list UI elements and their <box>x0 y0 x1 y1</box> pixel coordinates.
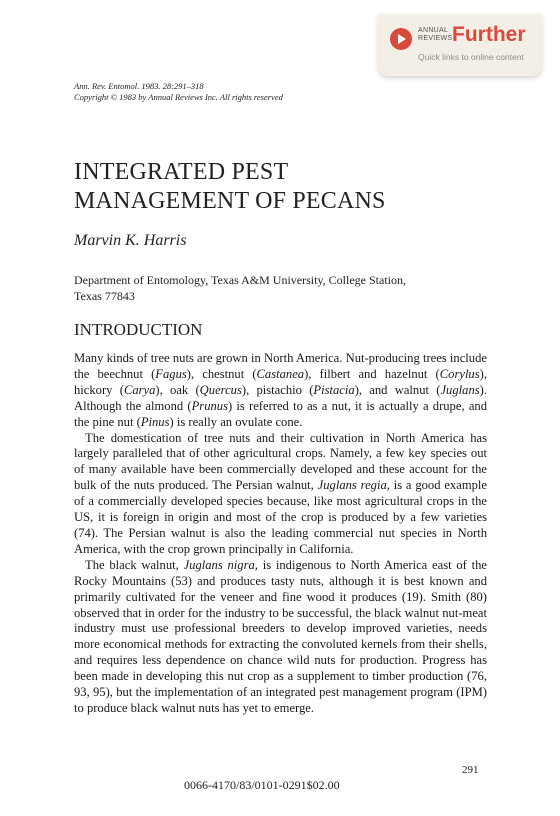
text-run: ), hickory ( <box>74 366 487 397</box>
badge-reviews-text: REVIEWS <box>418 35 453 42</box>
page-number: 291 <box>462 764 479 776</box>
further-badge[interactable] <box>378 14 542 76</box>
text-run: ), oak ( <box>155 382 200 397</box>
text-run: is a good example of a commercially developed species because, like most agricultural crops in the US, it is foreign in origin and most of the crop is produced by a few varieties (74). The Persian walnut is also the leading commercial nut species in North America, with the crop grown principally in California. <box>74 478 487 556</box>
title-line-1: INTEGRATED PEST <box>74 159 289 185</box>
italic-run: Juglans nigra, <box>183 557 258 572</box>
text-run: ), and walnut ( <box>354 382 441 397</box>
body-paragraph <box>74 558 487 717</box>
badge-annual-text: ANNUAL <box>418 27 449 34</box>
affiliation <box>74 272 406 304</box>
body-paragraph <box>74 431 487 558</box>
italic-run: Quercus <box>199 382 242 397</box>
body-text <box>74 351 487 717</box>
journal-citation: Ann. Rev. Entomol. 1983. 28:291–318 <box>74 81 204 91</box>
badge-subtitle[interactable]: Quick links to online content <box>418 52 524 62</box>
title-line-2: MANAGEMENT OF PECANS <box>74 188 386 214</box>
article-code: 0066-4170/83/0101-0291$02.00 <box>184 778 340 792</box>
author-name: Marvin K. Harris <box>74 232 187 249</box>
italic-run: Prunus <box>191 398 228 413</box>
annual-reviews-logo-icon <box>390 28 412 50</box>
text-run: ) is referred to as a nut, it is actually a drupe, and the pine nut ( <box>74 398 487 429</box>
text-run: ). Although the almond ( <box>74 382 487 413</box>
journal-header <box>74 81 283 103</box>
badge-publisher <box>418 27 452 43</box>
text-run: ), pistachio ( <box>241 382 314 397</box>
italic-run: Castanea <box>256 366 305 381</box>
badge-further-text: Further <box>452 23 526 46</box>
text-run: The black walnut, <box>85 557 184 572</box>
copyright-line: Copyright © 1983 by Annual Reviews Inc. All rights reserved <box>74 92 283 102</box>
text-run: is indigenous to North America east of the Rocky Mountains (53) and produces tasty nuts, although it is best known and primarily cultivated for the veneer and fine wood it produces (19). Smith (80) observed that in order for the industry to be successful, the black walnut nut-meat industry must use professional breeders to develop improved varieties, needs more economical methods for extracting the convoluted kernels from their shells, and requires less dependence on chance wild nuts for production. Progress has been made in developing this nut crop as a supplement to timber production (76, 93, 95), but the implementation of an integrated pest management program (IPM) to produce black walnut nuts has yet to emerge. <box>74 557 487 715</box>
italic-run: Fagus <box>155 366 187 381</box>
text-run: ) is really an ovulate cone. <box>169 414 303 429</box>
affiliation-line-1: Department of Entomology, Texas A&M University, College Station, <box>74 273 407 287</box>
text-run: ), filbert and hazelnut ( <box>304 366 440 381</box>
italic-run: Pinus <box>140 414 170 429</box>
affiliation-line-2: Texas 77843 <box>74 289 135 303</box>
body-paragraph <box>74 351 487 431</box>
text-run: Many kinds of tree nuts are grown in North America. Nut-producing trees include the beechnut ( <box>74 351 487 381</box>
text-run: ), chestnut ( <box>186 366 257 381</box>
text-run: The domestication of tree nuts and their cultivation in North America has largely paralleled that of other agricultural crops. Namely, a few key species out of many available have been commercially developed and these account for the bulk of the nuts produced. The Persian walnut, <box>74 430 487 493</box>
italic-run: Corylus <box>439 366 480 381</box>
section-heading: INTRODUCTION <box>74 320 203 339</box>
italic-run: Carya <box>123 382 156 397</box>
article-title <box>74 158 386 216</box>
italic-run: Juglans regia, <box>317 478 390 493</box>
italic-run: Juglans <box>440 382 480 397</box>
italic-run: Pistacia <box>313 382 355 397</box>
